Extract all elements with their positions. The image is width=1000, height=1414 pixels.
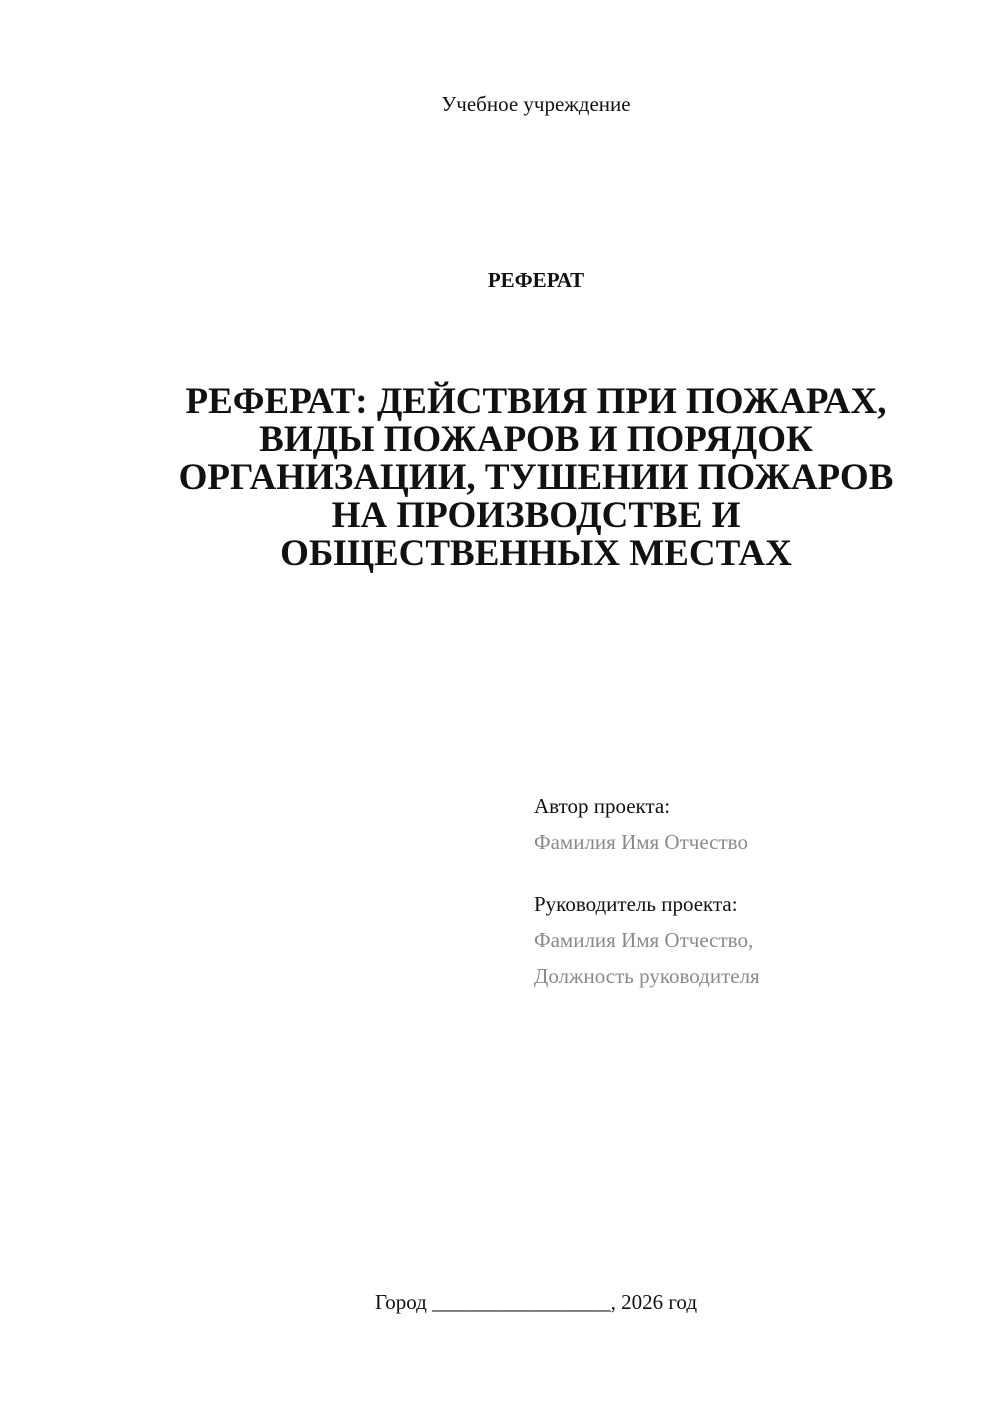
- title-line: ВИДЫ ПОЖАРОВ И ПОРЯДОК: [259, 419, 813, 460]
- supervisor-label: Руководитель проекта:: [534, 892, 738, 916]
- spacer: [534, 860, 760, 886]
- supervisor-position: Должность руководителя: [534, 964, 760, 988]
- title-line: НА ПРОИЗВОДСТВЕ И: [331, 495, 741, 536]
- city-year-line: Город _________________, 2026 год: [374, 1290, 698, 1314]
- document-type: РЕФЕРАТ: [487, 268, 585, 292]
- document-title: [130, 383, 942, 573]
- title-line: ОРГАНИЗАЦИИ, ТУШЕНИИ ПОЖАРОВ: [178, 457, 894, 498]
- title-line: РЕФЕРАТ: ДЕЙСТВИЯ ПРИ ПОЖАРАХ,: [185, 381, 887, 422]
- title-line: ОБЩЕСТВЕННЫХ МЕСТАХ: [280, 533, 792, 574]
- supervisor-name: Фамилия Имя Отчество,: [534, 928, 754, 952]
- project-info: [534, 788, 760, 994]
- author-name: Фамилия Имя Отчество: [534, 830, 748, 854]
- author-label: Автор проекта:: [534, 794, 671, 818]
- institution-name: Учебное учреждение: [441, 92, 631, 116]
